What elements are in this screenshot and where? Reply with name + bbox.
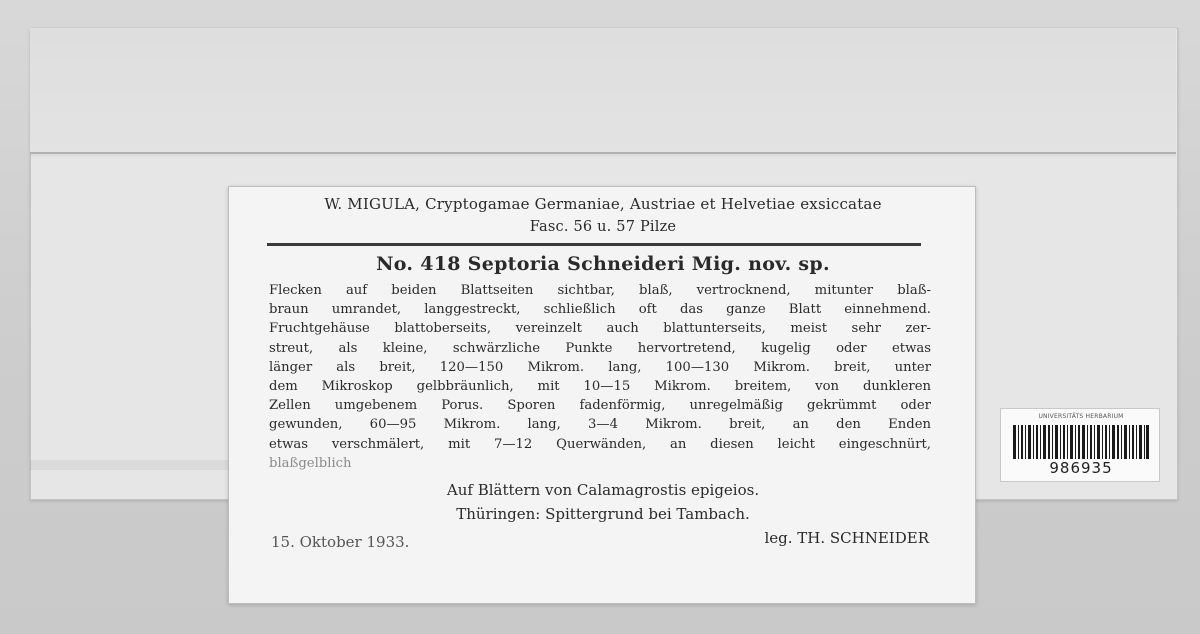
collector-name: leg. TH. SCHNEIDER	[764, 529, 929, 547]
description-line: Fruchtgehäuse blattoberseits, vereinzelt auch blattunterseits, meist sehr zer-	[269, 321, 931, 337]
species-title: No. 418 Septoria Schneideri Mig. nov. sp.	[376, 253, 830, 275]
description-line: Zellen umgebenem Porus. Sporen fadenförmig, unregelmäßig gekrümmt oder	[269, 398, 931, 414]
host-plant: Auf Blättern von Calamagrostis epigeios.	[446, 481, 760, 499]
description-line: etwas verschmälert, mit 7—12 Querwänden, an diesen leicht eingeschnürt,	[269, 436, 931, 452]
description-line: gewunden, 60—95 Mikrom. lang, 3—4 Mikrom. breit, an den Enden	[269, 417, 931, 433]
packet-flap	[30, 28, 1176, 154]
specimen-label	[228, 186, 976, 604]
barcode-sticker	[1000, 408, 1160, 482]
species-description	[269, 281, 931, 473]
packet-shadow	[30, 460, 230, 470]
description-line: braun umrandet, langgestreckt, schließlich oft das ganze Blatt einnehmend.	[269, 302, 931, 318]
collection-locality: Thüringen: Spittergrund bei Tambach.	[456, 505, 750, 523]
barcode-number: 986935	[1049, 459, 1113, 477]
description-line: Flecken auf beiden Blattseiten sichtbar, blaß, vertrocknend, mitunter blaß-	[269, 283, 931, 298]
collection-date: 15. Oktober 1933.	[271, 533, 410, 551]
description-line: länger als breit, 120—150 Mikrom. lang, 100—130 Mikrom. breit, unter	[269, 359, 931, 375]
series-title: W. MIGULA, Cryptogamae Germaniae, Austriae et Helvetiae exsiccatae	[324, 195, 882, 213]
description-line: dem Mikroskop gelbbräunlich, mit 10—15 Mikrom. breitem, von dunkleren	[269, 379, 931, 395]
description-line: streut, als kleine, schwärzliche Punkte hervortretend, kugelig oder etwas	[269, 340, 931, 356]
header-rule	[267, 243, 921, 246]
barcode-icon	[1013, 425, 1149, 459]
fascicle-line: Fasc. 56 u. 57 Pilze	[529, 219, 677, 235]
packet-fold-line	[30, 152, 1176, 158]
barcode-caption: UNIVERSITÄTS HERBARIUM	[1038, 413, 1124, 420]
description-line: blaßgelblich	[269, 455, 352, 471]
